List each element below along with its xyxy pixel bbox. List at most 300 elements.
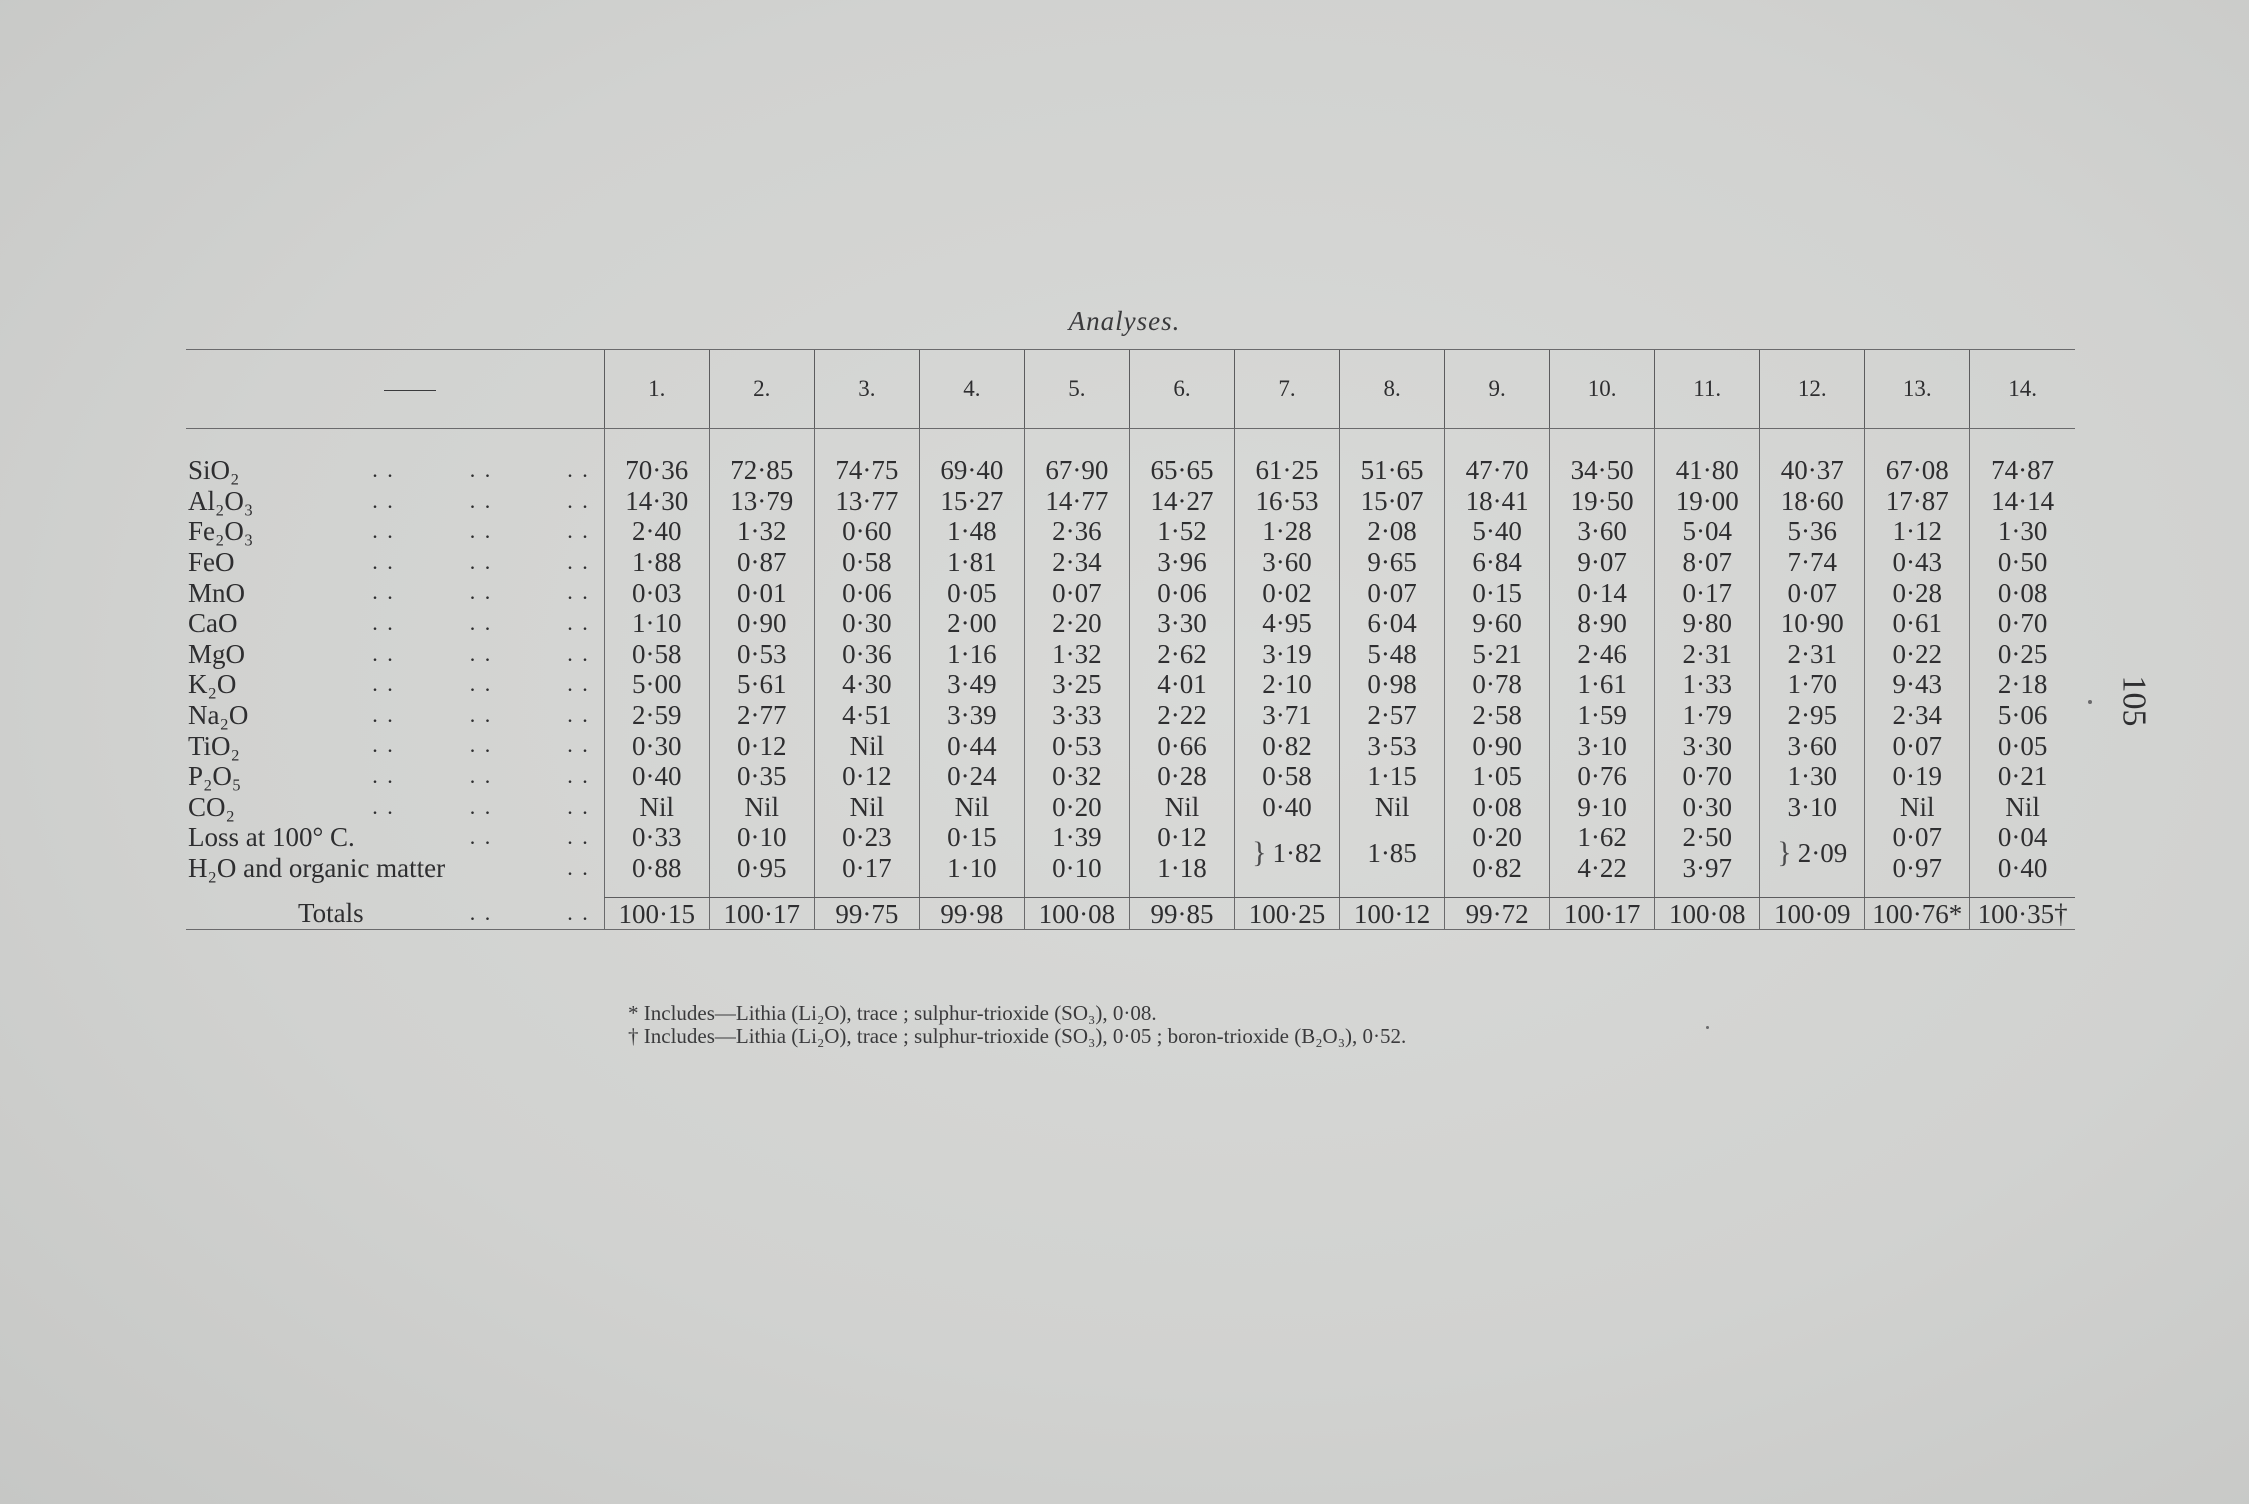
value-cell: 2·50 <box>1655 822 1760 853</box>
row-label-cell <box>186 853 604 884</box>
row-label-cell <box>186 639 604 670</box>
total-value-cell: 100·15 <box>604 898 709 930</box>
header-col-14: 14. <box>1970 350 2075 429</box>
value-cell: 1·62 <box>1550 822 1655 853</box>
value-cell: 2·62 <box>1129 639 1234 670</box>
footnote-2: † Includes—Lithia (Li₂O), trace ; sulphur-trioxide (SO₃), 0·05 ; boron-trioxide (B₂O₃), 0·52. <box>628 1024 1407 1048</box>
value-cell: 0·20 <box>1024 792 1129 823</box>
merged-value-cell <box>1760 822 1865 883</box>
value-cell: 14·77 <box>1024 486 1129 517</box>
rule-cell <box>1550 883 1655 898</box>
value-cell: 3·97 <box>1655 853 1760 884</box>
value-cell: 0·21 <box>1970 761 2075 792</box>
rule-cell <box>1340 883 1445 898</box>
value-cell: 5·04 <box>1655 516 1760 547</box>
total-value-cell: 99·85 <box>1129 898 1234 930</box>
value-cell: 0·06 <box>1129 577 1234 608</box>
leader-dots: . . . . . . <box>372 487 590 513</box>
value-cell: 1·05 <box>1445 761 1550 792</box>
value-cell: 0·40 <box>1235 792 1340 823</box>
leader-dots: . . . . <box>469 899 590 925</box>
value-cell: 0·82 <box>1235 730 1340 761</box>
table-row <box>186 669 2075 700</box>
value-cell: 0·50 <box>1970 547 2075 578</box>
value-cell: 0·07 <box>1865 822 1970 853</box>
row-label: H₂O and organic matter <box>188 853 446 884</box>
row-label-cell <box>186 455 604 486</box>
value-cell: 9·80 <box>1655 608 1760 639</box>
value-cell: 0·08 <box>1445 792 1550 823</box>
value-cell: 0·30 <box>604 730 709 761</box>
brace-icon: } <box>1252 835 1267 869</box>
value-cell: 4·01 <box>1129 669 1234 700</box>
value-cell: 1·70 <box>1760 669 1865 700</box>
value-cell: 2·10 <box>1235 669 1340 700</box>
value-cell: Nil <box>1340 792 1445 823</box>
value-cell: 0·14 <box>1550 577 1655 608</box>
header-col-13: 13. <box>1865 350 1970 429</box>
rule-cell <box>1760 883 1865 898</box>
value-cell: 65·65 <box>1129 455 1234 486</box>
value-cell: 0·98 <box>1340 669 1445 700</box>
value-cell: 7·74 <box>1760 547 1865 578</box>
total-value-cell: 100·17 <box>709 898 814 930</box>
value-cell: 3·60 <box>1760 730 1865 761</box>
value-cell: 0·33 <box>604 822 709 853</box>
value-cell: 2·59 <box>604 700 709 731</box>
value-cell: 41·80 <box>1655 455 1760 486</box>
value-cell: 0·15 <box>1445 577 1550 608</box>
row-label: Fe₂O₃ <box>188 516 254 547</box>
table-row <box>186 608 2075 639</box>
value-cell: 0·58 <box>604 639 709 670</box>
row-label: MgO <box>188 638 246 669</box>
value-cell: 2·00 <box>919 608 1024 639</box>
value-cell: 2·22 <box>1129 700 1234 731</box>
leader-dots: . . . . . . <box>372 518 590 544</box>
value-cell: 1·15 <box>1340 761 1445 792</box>
rule-cell <box>604 883 709 898</box>
value-cell: 3·30 <box>1129 608 1234 639</box>
brace-icon: } <box>1777 835 1792 869</box>
total-value-cell: 100·17 <box>1550 898 1655 930</box>
value-cell: 14·30 <box>604 486 709 517</box>
value-cell: 1·39 <box>1024 822 1129 853</box>
value-cell: 0·40 <box>604 761 709 792</box>
value-cell: 0·07 <box>1865 730 1970 761</box>
value-cell: 0·61 <box>1865 608 1970 639</box>
header-col-2: 2. <box>709 350 814 429</box>
merged-value: 1·85 <box>1367 837 1417 868</box>
value-cell: 9·65 <box>1340 547 1445 578</box>
value-cell: 34·50 <box>1550 455 1655 486</box>
value-cell: 0·07 <box>1340 577 1445 608</box>
value-cell: 18·60 <box>1760 486 1865 517</box>
value-cell: 19·50 <box>1550 486 1655 517</box>
row-label: TiO₂ <box>188 730 240 761</box>
value-cell: 5·61 <box>709 669 814 700</box>
value-cell: 1·88 <box>604 547 709 578</box>
header-col-3: 3. <box>814 350 919 429</box>
value-cell: 0·15 <box>919 822 1024 853</box>
row-label-cell <box>186 608 604 639</box>
value-cell: 1·18 <box>1129 853 1234 884</box>
value-cell: 2·18 <box>1970 669 2075 700</box>
value-cell: 40·37 <box>1760 455 1865 486</box>
rule-cell <box>919 883 1024 898</box>
value-cell: 9·10 <box>1550 792 1655 823</box>
rule-row <box>186 883 2075 898</box>
value-cell: 3·60 <box>1550 516 1655 547</box>
total-value-cell: 99·75 <box>814 898 919 930</box>
header-dash <box>384 390 436 391</box>
table-caption: Analyses. <box>1068 306 1181 336</box>
value-cell: 8·07 <box>1655 547 1760 578</box>
value-cell: 13·77 <box>814 486 919 517</box>
page-number: 105 <box>2115 675 2153 727</box>
value-cell: 0·05 <box>919 577 1024 608</box>
value-cell: 0·82 <box>1445 853 1550 884</box>
value-cell: 0·76 <box>1550 761 1655 792</box>
rule-cell <box>1970 883 2075 898</box>
value-cell: 18·41 <box>1445 486 1550 517</box>
total-value-cell: 100·25 <box>1235 898 1340 930</box>
merged-value: 2·09 <box>1797 837 1848 868</box>
value-cell: 47·70 <box>1445 455 1550 486</box>
header-label-cell <box>186 350 604 429</box>
value-cell: 1·12 <box>1865 516 1970 547</box>
spacer-row <box>186 429 2075 456</box>
value-cell: 3·71 <box>1235 700 1340 731</box>
header-col-10: 10. <box>1550 350 1655 429</box>
value-cell: 2·34 <box>1024 547 1129 578</box>
value-cell: 0·58 <box>814 547 919 578</box>
row-label-cell <box>186 730 604 761</box>
header-col-6: 6. <box>1129 350 1234 429</box>
value-cell: 0·08 <box>1970 577 2075 608</box>
value-cell: Nil <box>1865 792 1970 823</box>
header-col-9: 9. <box>1445 350 1550 429</box>
value-cell: 0·03 <box>604 577 709 608</box>
value-cell: Nil <box>604 792 709 823</box>
value-cell: 1·30 <box>1970 516 2075 547</box>
value-cell: 8·90 <box>1550 608 1655 639</box>
value-cell: 0·22 <box>1865 639 1970 670</box>
total-value-cell: 100·09 <box>1760 898 1865 930</box>
header-col-11: 11. <box>1655 350 1760 429</box>
value-cell: 0·19 <box>1865 761 1970 792</box>
value-cell: 0·90 <box>709 608 814 639</box>
footnote-1: * Includes—Lithia (Li₂O), trace ; sulphur-trioxide (SO₃), 0·08. <box>628 1001 1157 1025</box>
value-cell: 2·57 <box>1340 700 1445 731</box>
value-cell: Nil <box>709 792 814 823</box>
row-label-cell <box>186 700 604 731</box>
leader-dots: . . . . . . <box>372 609 590 635</box>
value-cell: 1·10 <box>919 853 1024 884</box>
value-cell: 2·08 <box>1340 516 1445 547</box>
value-cell: 2·40 <box>604 516 709 547</box>
value-cell: 19·00 <box>1655 486 1760 517</box>
value-cell: 14·27 <box>1129 486 1234 517</box>
value-cell: 0·10 <box>1024 853 1129 884</box>
value-cell: 3·25 <box>1024 669 1129 700</box>
value-cell: 0·70 <box>1655 761 1760 792</box>
value-cell: 2·77 <box>709 700 814 731</box>
footnotes <box>628 1002 1406 1048</box>
row-label: MnO <box>188 577 246 608</box>
table-row <box>186 516 2075 547</box>
row-label: SiO₂ <box>188 455 240 486</box>
rule-cell <box>1445 883 1550 898</box>
value-cell: 9·60 <box>1445 608 1550 639</box>
value-cell: 3·33 <box>1024 700 1129 731</box>
value-cell: 3·53 <box>1340 730 1445 761</box>
value-cell: 61·25 <box>1235 455 1340 486</box>
row-label: Na₂O <box>188 700 249 731</box>
value-cell: 1·16 <box>919 639 1024 670</box>
value-cell: 0·97 <box>1865 853 1970 884</box>
row-label: Totals <box>298 898 364 929</box>
value-cell: 0·12 <box>1129 822 1234 853</box>
value-cell: 67·90 <box>1024 455 1129 486</box>
value-cell: 9·07 <box>1550 547 1655 578</box>
header-col-1: 1. <box>604 350 709 429</box>
leader-dots: . . . . . . <box>372 762 590 788</box>
leader-dots: . . . . <box>469 824 590 850</box>
table-row <box>186 486 2075 517</box>
value-cell: 0·90 <box>1445 730 1550 761</box>
row-label: K₂O <box>188 669 237 700</box>
leader-dots: . . . . . . <box>372 793 590 819</box>
row-label-cell <box>186 898 604 930</box>
value-cell: 0·30 <box>1655 792 1760 823</box>
value-cell: 1·61 <box>1550 669 1655 700</box>
value-cell: 0·25 <box>1970 639 2075 670</box>
leader-dots: . . . . . . <box>372 579 590 605</box>
row-label-cell <box>186 792 604 823</box>
value-cell: 1·32 <box>709 516 814 547</box>
value-cell: 0·07 <box>1024 577 1129 608</box>
table-row <box>186 792 2075 823</box>
value-cell: 6·84 <box>1445 547 1550 578</box>
paper-speck <box>1706 1026 1709 1029</box>
value-cell: 0·40 <box>1970 853 2075 884</box>
value-cell: 0·05 <box>1970 730 2075 761</box>
value-cell: 0·60 <box>814 516 919 547</box>
value-cell: 1·30 <box>1760 761 1865 792</box>
value-cell: 0·10 <box>709 822 814 853</box>
table-row <box>186 455 2075 486</box>
value-cell: 3·30 <box>1655 730 1760 761</box>
table-body <box>186 429 2075 930</box>
value-cell: 13·79 <box>709 486 814 517</box>
value-cell: 2·31 <box>1655 639 1760 670</box>
value-cell: 1·79 <box>1655 700 1760 731</box>
leader-dots: . . . . . . <box>372 671 590 697</box>
table-row <box>186 577 2075 608</box>
value-cell: 0·12 <box>814 761 919 792</box>
value-cell: 2·31 <box>1760 639 1865 670</box>
rule-label-cell <box>186 883 604 898</box>
value-cell: 14·14 <box>1970 486 2075 517</box>
table-row-loss <box>186 822 2075 853</box>
value-cell: 0·23 <box>814 822 919 853</box>
row-label-cell <box>186 761 604 792</box>
table-row <box>186 547 2075 578</box>
value-cell: 0·43 <box>1865 547 1970 578</box>
paper-speck <box>2088 700 2092 704</box>
value-cell: 3·60 <box>1235 547 1340 578</box>
value-cell: 0·95 <box>709 853 814 884</box>
row-label-cell <box>186 577 604 608</box>
value-cell: 10·90 <box>1760 608 1865 639</box>
value-cell: 0·36 <box>814 639 919 670</box>
row-label-cell <box>186 516 604 547</box>
value-cell: 0·78 <box>1445 669 1550 700</box>
value-cell: 15·27 <box>919 486 1024 517</box>
value-cell: 1·52 <box>1129 516 1234 547</box>
value-cell: 4·95 <box>1235 608 1340 639</box>
value-cell: 2·95 <box>1760 700 1865 731</box>
value-cell: 0·30 <box>814 608 919 639</box>
value-cell: 1·33 <box>1655 669 1760 700</box>
value-cell: 0·88 <box>604 853 709 884</box>
value-cell: 0·04 <box>1970 822 2075 853</box>
analyses-table <box>186 349 2075 930</box>
value-cell: 51·65 <box>1340 455 1445 486</box>
value-cell: 6·04 <box>1340 608 1445 639</box>
row-label: FeO <box>188 547 235 578</box>
leader-dots: . . . . . . <box>372 640 590 666</box>
header-col-8: 8. <box>1340 350 1445 429</box>
value-cell: Nil <box>814 730 919 761</box>
merged-value-cell <box>1340 822 1445 883</box>
value-cell: 1·32 <box>1024 639 1129 670</box>
value-cell: 3·10 <box>1550 730 1655 761</box>
leader-dots: . . . . . . <box>372 548 590 574</box>
value-cell: 3·49 <box>919 669 1024 700</box>
table-row <box>186 761 2075 792</box>
row-label-cell <box>186 822 604 853</box>
header-row <box>186 350 2075 429</box>
value-cell: Nil <box>919 792 1024 823</box>
merged-value: 1·82 <box>1272 837 1322 868</box>
value-cell: 0·24 <box>919 761 1024 792</box>
value-cell: 1·48 <box>919 516 1024 547</box>
value-cell: 1·59 <box>1550 700 1655 731</box>
value-cell: 0·17 <box>814 853 919 884</box>
row-label-cell <box>186 669 604 700</box>
value-cell: 5·48 <box>1340 639 1445 670</box>
rule-cell <box>1235 883 1340 898</box>
value-cell: 70·36 <box>604 455 709 486</box>
value-cell: 0·20 <box>1445 822 1550 853</box>
value-cell: Nil <box>1129 792 1234 823</box>
value-cell: 1·10 <box>604 608 709 639</box>
value-cell: 0·32 <box>1024 761 1129 792</box>
value-cell: 67·08 <box>1865 455 1970 486</box>
value-cell: 0·01 <box>709 577 814 608</box>
spacer-cell <box>186 429 604 456</box>
value-cell: 0·58 <box>1235 761 1340 792</box>
value-cell: 17·87 <box>1865 486 1970 517</box>
table-row <box>186 639 2075 670</box>
value-cell: 1·28 <box>1235 516 1340 547</box>
value-cell: 69·40 <box>919 455 1024 486</box>
value-cell: 0·87 <box>709 547 814 578</box>
row-label: CO₂ <box>188 791 235 822</box>
totals-row <box>186 898 2075 930</box>
header-col-12: 12. <box>1760 350 1865 429</box>
total-value-cell: 100·08 <box>1024 898 1129 930</box>
value-cell: Nil <box>1970 792 2075 823</box>
total-value-cell: 100·35† <box>1970 898 2075 930</box>
table-row <box>186 700 2075 731</box>
row-label-cell <box>186 486 604 517</box>
leader-dots: . . . . . . <box>372 701 590 727</box>
value-cell: 3·39 <box>919 700 1024 731</box>
value-cell: 0·02 <box>1235 577 1340 608</box>
value-cell: 5·36 <box>1760 516 1865 547</box>
row-label: Al₂O₃ <box>188 485 254 516</box>
value-cell: 0·70 <box>1970 608 2075 639</box>
value-cell: 5·21 <box>1445 639 1550 670</box>
header-col-7: 7. <box>1235 350 1340 429</box>
rule-cell <box>709 883 814 898</box>
value-cell: 1·81 <box>919 547 1024 578</box>
value-cell: 0·66 <box>1129 730 1234 761</box>
value-cell: 0·06 <box>814 577 919 608</box>
value-cell: 0·28 <box>1865 577 1970 608</box>
value-cell: 0·44 <box>919 730 1024 761</box>
value-cell: 74·87 <box>1970 455 2075 486</box>
value-cell: 2·46 <box>1550 639 1655 670</box>
value-cell: 2·36 <box>1024 516 1129 547</box>
value-cell: 4·22 <box>1550 853 1655 884</box>
rule-cell <box>1865 883 1970 898</box>
value-cell: 4·51 <box>814 700 919 731</box>
total-value-cell: 99·98 <box>919 898 1024 930</box>
value-cell: 5·06 <box>1970 700 2075 731</box>
value-cell: 2·20 <box>1024 608 1129 639</box>
total-value-cell: 100·76* <box>1865 898 1970 930</box>
value-cell: 72·85 <box>709 455 814 486</box>
value-cell: 9·43 <box>1865 669 1970 700</box>
value-cell: 4·30 <box>814 669 919 700</box>
leader-dots: . . <box>567 854 590 880</box>
rule-cell <box>1129 883 1234 898</box>
row-label: Loss at 100° C. <box>188 822 355 853</box>
total-value-cell: 100·08 <box>1655 898 1760 930</box>
value-cell: 0·53 <box>1024 730 1129 761</box>
row-label: P₂O₅ <box>188 761 242 792</box>
leader-dots: . . . . . . <box>372 457 590 482</box>
value-cell: 74·75 <box>814 455 919 486</box>
value-cell: 16·53 <box>1235 486 1340 517</box>
table-row <box>186 730 2075 761</box>
rule-cell <box>814 883 919 898</box>
merged-value-cell <box>1235 822 1340 883</box>
value-cell: 5·40 <box>1445 516 1550 547</box>
header-col-4: 4. <box>919 350 1024 429</box>
value-cell: 15·07 <box>1340 486 1445 517</box>
value-cell: 0·35 <box>709 761 814 792</box>
rule-cell <box>1655 883 1760 898</box>
value-cell: 0·07 <box>1760 577 1865 608</box>
value-cell: 2·34 <box>1865 700 1970 731</box>
rule-cell <box>1024 883 1129 898</box>
value-cell: 2·58 <box>1445 700 1550 731</box>
